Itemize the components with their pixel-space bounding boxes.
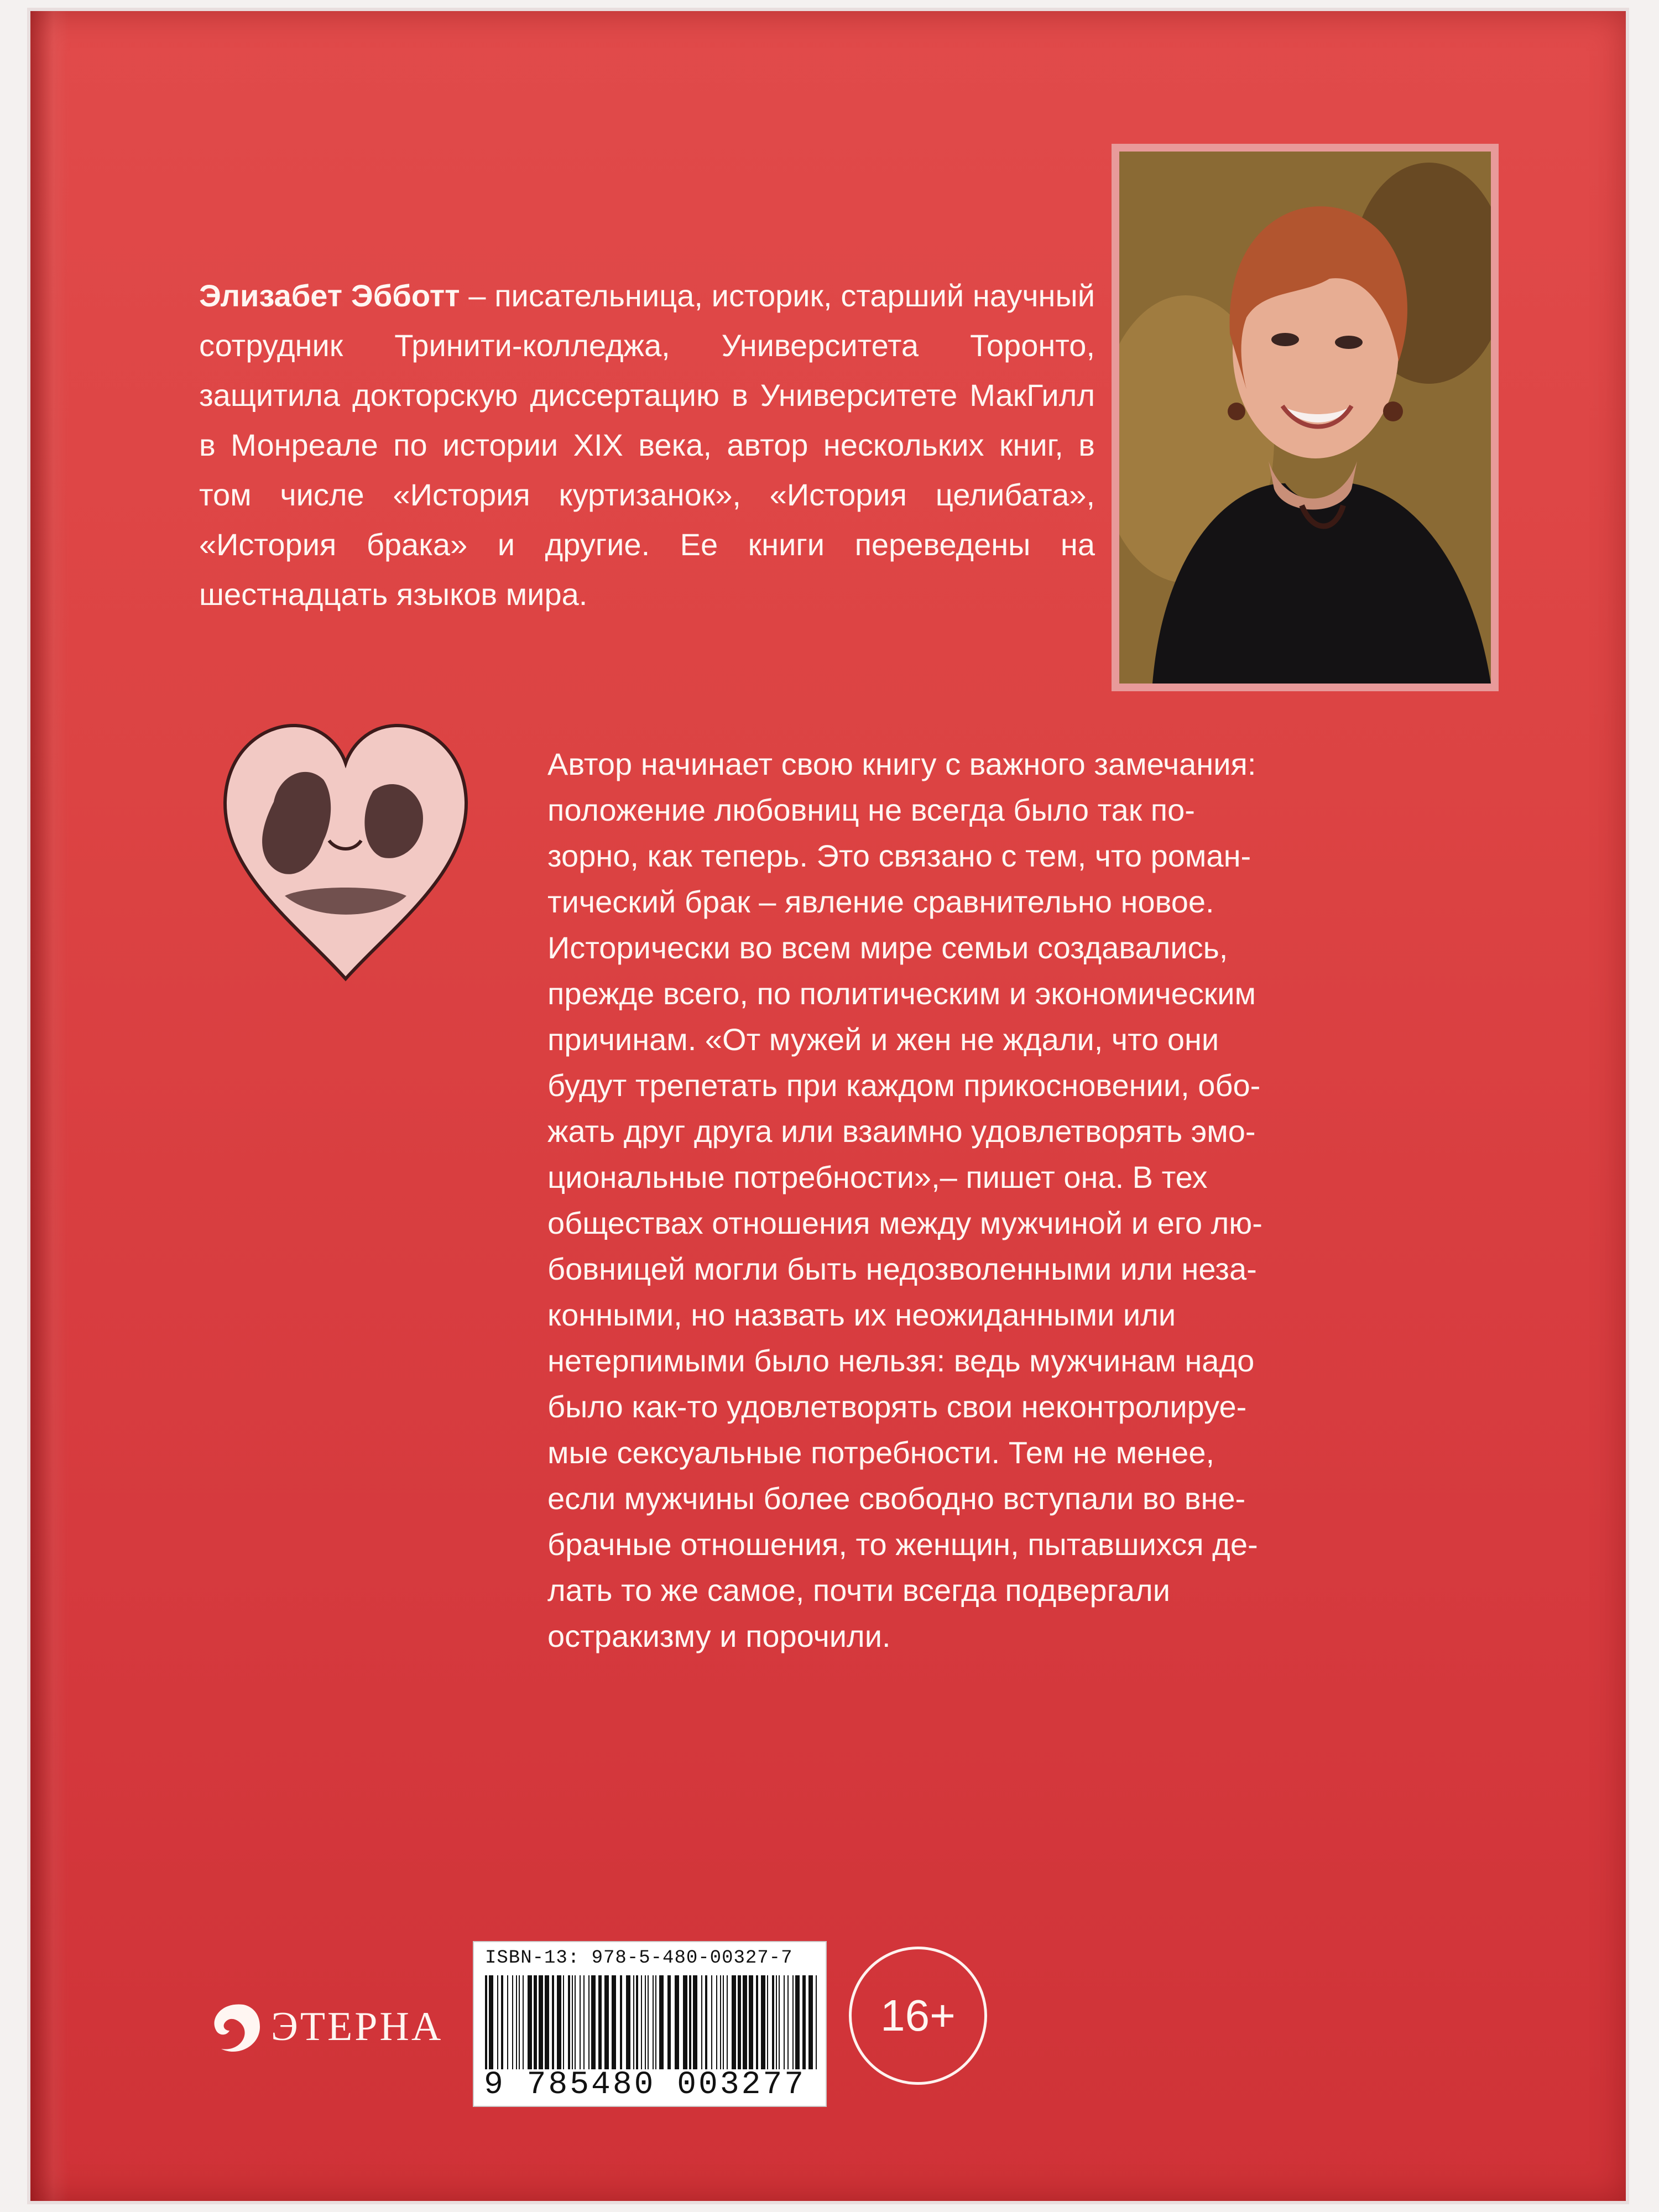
author-bio bbox=[199, 271, 1095, 619]
barcode bbox=[473, 1941, 827, 2107]
barcode-bar bbox=[636, 1975, 638, 2069]
barcode-bar bbox=[701, 1975, 702, 2069]
description-line: мые сексуальные потребности. Тем не менее, bbox=[547, 1435, 1215, 1470]
barcode-bar bbox=[756, 1975, 758, 2069]
barcode-bar bbox=[779, 1975, 780, 2069]
description-line: зорно, как теперь. Это связано с тем, что роман- bbox=[547, 838, 1251, 873]
isbn-label: ISBN-13: 978-5-480-00327-7 bbox=[485, 1948, 793, 1969]
barcode-bar bbox=[534, 1975, 537, 2069]
barcode-bar bbox=[604, 1975, 609, 2069]
publisher-block bbox=[205, 1996, 443, 2057]
barcode-bar bbox=[598, 1975, 602, 2069]
barcode-bar bbox=[523, 1975, 524, 2069]
barcode-bar bbox=[626, 1975, 630, 2069]
cover-hinge bbox=[30, 11, 69, 2201]
barcode-bar bbox=[667, 1975, 671, 2069]
author-name: Элизабет Эбботт bbox=[199, 278, 460, 313]
barcode-bar bbox=[591, 1975, 596, 2069]
barcode-bar bbox=[580, 1975, 581, 2069]
book-back-cover bbox=[30, 11, 1626, 2201]
barcode-bar bbox=[738, 1975, 741, 2069]
barcode-bar bbox=[620, 1975, 622, 2069]
description-line: тический брак – явление сравнительно новое. bbox=[547, 884, 1214, 919]
barcode-bar bbox=[792, 1975, 794, 2069]
barcode-bar bbox=[802, 1975, 806, 2069]
barcode-bar bbox=[485, 1975, 487, 2069]
barcode-bar bbox=[653, 1975, 654, 2069]
barcode-bar bbox=[497, 1975, 498, 2069]
description-line: брачные отношения, то женщин, пытавшихся де- bbox=[547, 1527, 1258, 1562]
barcode-bar bbox=[512, 1975, 513, 2069]
barcode-bar bbox=[507, 1975, 508, 2069]
barcode-bar bbox=[655, 1975, 656, 2069]
barcode-bar bbox=[645, 1975, 646, 2069]
description-line: бовницей могли быть недозволенными или неза- bbox=[547, 1251, 1257, 1286]
description-line: жать друг друга или взаимно удовлетворять эмо- bbox=[547, 1114, 1256, 1149]
heart-illustration bbox=[218, 719, 473, 984]
barcode-bar bbox=[552, 1975, 554, 2069]
author-bio-text: – писательница, историк, старший научный сотрудник Тринити-колледжа, Университета Торонто, защитила докторскую диссертацию в Университете МакГилл в Монреале по истории XIX века, автор нескольких книг, в том числе «История куртизанок», «История целибата», «История брака» и другие. Ее книги переведены на шестнадцать языков мира. bbox=[199, 278, 1095, 612]
barcode-bar bbox=[675, 1975, 679, 2069]
barcode-bar bbox=[808, 1975, 813, 2069]
description-line: было как-то удовлетворять свои неконтролируе- bbox=[547, 1389, 1247, 1424]
barcode-bar bbox=[749, 1975, 753, 2069]
publisher-logo-icon bbox=[205, 1996, 265, 2057]
barcode-bar bbox=[588, 1975, 589, 2069]
description-line: причинам. «От мужей и жен не ждали, что они bbox=[547, 1022, 1219, 1057]
barcode-bar bbox=[711, 1975, 712, 2069]
barcode-bars bbox=[485, 1975, 817, 2069]
barcode-bar bbox=[516, 1975, 517, 2069]
barcode-bar bbox=[501, 1975, 503, 2069]
barcode-bar bbox=[519, 1975, 520, 2069]
barcode-bar bbox=[545, 1975, 549, 2069]
barcode-bar bbox=[727, 1975, 728, 2069]
barcode-bar bbox=[732, 1975, 736, 2069]
age-rating-badge bbox=[849, 1947, 987, 2085]
barcode-bar bbox=[767, 1975, 768, 2069]
barcode-bar bbox=[784, 1975, 785, 2069]
description-line: конными, но назвать их неожиданными или bbox=[547, 1297, 1176, 1332]
barcode-bar bbox=[575, 1975, 576, 2069]
barcode-bar bbox=[633, 1975, 634, 2069]
ean-digits: 9 785480 003277 bbox=[484, 2067, 806, 2103]
barcode-bar bbox=[489, 1975, 493, 2069]
barcode-bar bbox=[795, 1975, 800, 2069]
barcode-bar bbox=[816, 1975, 817, 2069]
description-line: будут трепетать при каждом прикосновении, обо- bbox=[547, 1068, 1261, 1103]
description-line: Исторически во всем мире семьи создавались, bbox=[547, 930, 1228, 965]
barcode-bar bbox=[612, 1975, 616, 2069]
barcode-bar bbox=[716, 1975, 717, 2069]
barcode-bar bbox=[572, 1975, 573, 2069]
description-line: положение любовниц не всегда было так по- bbox=[547, 792, 1195, 827]
barcode-bar bbox=[528, 1975, 532, 2069]
barcode-bar bbox=[583, 1975, 585, 2069]
book-description bbox=[547, 741, 1474, 1659]
barcode-bar bbox=[689, 1975, 691, 2069]
barcode-bar bbox=[720, 1975, 721, 2069]
author-photo bbox=[1119, 152, 1491, 684]
barcode-bar bbox=[761, 1975, 765, 2069]
barcode-bar bbox=[648, 1975, 649, 2069]
description-line: циональные потребности»,– пишет она. В тех bbox=[547, 1160, 1208, 1194]
description-line: если мужчины более свободно вступали во вне- bbox=[547, 1481, 1246, 1516]
description-line: остракизму и порочили. bbox=[547, 1619, 891, 1653]
barcode-bar bbox=[772, 1975, 774, 2069]
barcode-bar bbox=[705, 1975, 707, 2069]
description-line: прежде всего, по политическим и экономическим bbox=[547, 976, 1256, 1011]
barcode-bar bbox=[557, 1975, 561, 2069]
description-line: Автор начинает свою книгу с важного замечания: bbox=[547, 747, 1256, 781]
description-line: лать то же самое, почти всегда подвергали bbox=[547, 1573, 1170, 1608]
description-line: нетерпимыми было нельзя: ведь мужчинам надо bbox=[547, 1343, 1255, 1378]
barcode-bar bbox=[693, 1975, 697, 2069]
barcode-bar bbox=[641, 1975, 642, 2069]
description-line: обществах отношения между мужчиной и его лю- bbox=[547, 1206, 1262, 1240]
publisher-name: ЭТЕРНА bbox=[271, 2004, 444, 2049]
barcode-bar bbox=[787, 1975, 789, 2069]
author-portrait-image bbox=[1119, 152, 1491, 684]
barcode-bar bbox=[723, 1975, 724, 2069]
barcode-bar bbox=[563, 1975, 564, 2069]
barcode-bar bbox=[683, 1975, 687, 2069]
barcode-bar bbox=[776, 1975, 777, 2069]
barcode-bar bbox=[743, 1975, 747, 2069]
barcode-bar bbox=[659, 1975, 664, 2069]
age-rating-label: 16+ bbox=[880, 1991, 956, 2040]
author-photo-frame bbox=[1112, 144, 1499, 691]
barcode-bar bbox=[539, 1975, 543, 2069]
barcode-bar bbox=[568, 1975, 570, 2069]
